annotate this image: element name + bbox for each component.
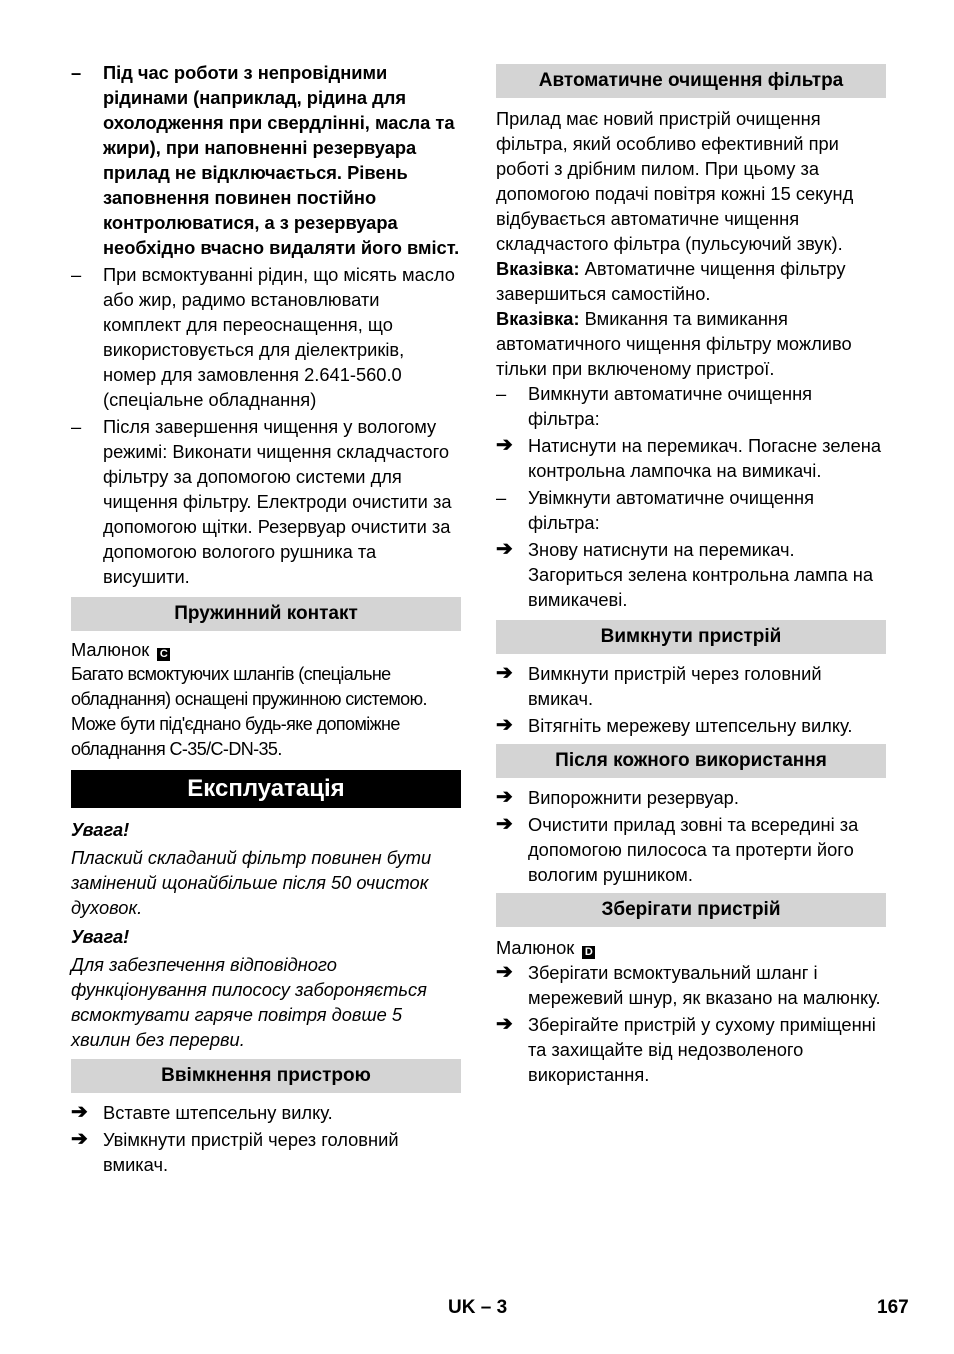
section-heading: Пружинний контакт <box>71 597 461 631</box>
arrow-icon: ➔ <box>71 1101 88 1123</box>
list-item <box>496 713 886 738</box>
figure-reference: Малюнок C <box>71 637 461 662</box>
warning-text: Плаский складаний фільтр повинен бути замінений щонайбільше після 50 очисток духовок. <box>71 847 432 918</box>
arrow-icon: ➔ <box>71 1128 88 1150</box>
list-item-text: Під час роботи з непровідними рідинами (наприклад, рідина для охолодження при свердлінні, масла та жири), при наповненні резервуара прилад не відключається. Рівень заповнення повинен постійно контролюватися, а з резервуара необхідно вчасно видаляти його вміст. <box>103 62 460 258</box>
list-item: – Після завершення чищення у вологому режимі: Виконати чищення складчастого фільтру за допомогою системи для чищення фільтру. Електроди очистити за допомогою щітки. Резервуар очистити за допомогою вологого рушника та висушити. <box>71 416 452 587</box>
note-label: Вказівка: <box>496 258 580 279</box>
list-item <box>496 661 886 711</box>
figure-letter-badge: D <box>582 946 595 959</box>
list-item: – Під час роботи з непровідними рідинами (наприклад, рідина для охолодження при свердлінні, масла та жири), при наповненні резервуара прилад не відключається. Рівень заповнення повинен постійно контролюватися, а з резервуара необхідно вчасно видаляти його вміст. <box>71 62 460 258</box>
left-column <box>71 58 461 1179</box>
section-heading: Ввімкнення пристрою <box>71 1059 461 1093</box>
list-item <box>71 1127 461 1177</box>
list-item-text: При всмоктуванні рідин, що місять масло або жир, радимо встановлювати комплект для переоснащення, що використовується для діелектриків, номер для замовлення 2.641-560.0 (спеціальне обладнання) <box>103 264 455 410</box>
list-item <box>71 1100 461 1125</box>
list-item-text: Після завершення чищення у вологому режимі: Виконати чищення складчастого фільтру за допомогою системи для чищення фільтру. Електроди очистити за допомогою щітки. Резервуар очистити за допомогою вологого рушника та висушити. <box>103 416 452 587</box>
list-item: – Вимкнути автоматичне очищення фільтра: <box>496 383 813 429</box>
paragraph: Прилад має новий пристрій очищення фільтра, який особливо ефективний при роботі з дрібним пилом. При цьому за допомогою подачі повітря кожні 15 секунд відбувається автоматичне чищення складчастого фільтра (пульсуючий звук). <box>496 108 854 254</box>
list-item <box>496 960 886 1010</box>
footer-section-label: UK – 3 <box>448 1297 508 1318</box>
note-label: Вказівка: <box>496 308 580 329</box>
figure-reference: Малюнок D <box>496 935 886 960</box>
list-item: – Увімкнути автоматичне очищення фільтра: <box>496 487 815 533</box>
list-item-text: Вимкнути автоматичне очищення фільтра: <box>528 383 813 429</box>
note: Вказівка: Автоматичне чищення фільтру завершиться самостійно. <box>496 258 846 304</box>
list-item <box>496 785 886 810</box>
arrow-icon: ➔ <box>496 434 513 456</box>
list-item <box>496 1012 886 1087</box>
list-item-text: Випорожнити резервуар. <box>528 787 739 808</box>
arrow-icon: ➔ <box>496 813 513 835</box>
list-item-text: Знову натиснути на перемикач. Загориться зелена контрольна лампа на вимикачеві. <box>528 539 874 610</box>
right-column <box>496 64 886 1089</box>
section-heading: Зберігати пристрій <box>496 893 886 927</box>
list-item <box>496 812 886 887</box>
list-item-text: Вітягніть мережеву штепсельну вилку. <box>528 715 853 736</box>
list-item <box>496 433 886 483</box>
paragraph: Багато всмоктуючих шлангів (спеціальне обладнання) оснащені пружинною системою. Може бути під'єднано будь-яке допоміжне обладнання C-35/C-DN-35. <box>71 664 427 759</box>
figure-letter-badge: C <box>157 648 170 661</box>
arrow-icon: ➔ <box>496 662 513 684</box>
list-item-text: Увімкнути автоматичне очищення фільтра: <box>528 487 815 533</box>
arrow-icon: ➔ <box>496 714 513 736</box>
section-heading: Автоматичне очищення фільтра <box>496 64 886 98</box>
section-heading: Після кожного використання <box>496 744 886 778</box>
chapter-heading: Експлуатація <box>71 770 461 808</box>
list-item: – При всмоктуванні рідин, що місять масло або жир, радимо встановлювати комплект для переоснащення, що використовується для діелектриків, номер для замовлення 2.641-560.0 (спеціальне обладнання) <box>71 264 455 410</box>
warning-label: Увага! <box>71 926 130 947</box>
note: Вказівка: Вмикання та вимикання автоматичного чищення фільтру можливо тільки при включеному пристрої. <box>496 308 852 379</box>
page-number: 167 <box>877 1297 909 1318</box>
warning-text: Для забезпечення відповідного функціонування пилососу забороняється всмоктувати гаряче повітря довше 5 хвилин без перерви. <box>71 954 427 1050</box>
arrow-icon: ➔ <box>496 786 513 808</box>
warning-label: Увага! <box>71 819 130 840</box>
list-item-text: Вставте штепсельну вилку. <box>103 1102 333 1123</box>
arrow-icon: ➔ <box>496 1013 513 1035</box>
list-item-text: Натиснути на перемикач. Погасне зелена контрольна лампочка на вимикачі. <box>528 435 882 481</box>
arrow-icon: ➔ <box>496 538 513 560</box>
list-item-text: Зберігати всмоктувальний шланг і мережевий шнур, як вказано на малюнку. <box>528 962 881 1008</box>
list-item-text: Зберігайте пристрій у сухому приміщенні та захищайте від недозволеного використання. <box>528 1014 876 1085</box>
section-heading: Вимкнути пристрій <box>496 620 886 654</box>
list-item-text: Увімкнути пристрій через головний вмикач. <box>103 1129 399 1175</box>
list-item-text: Очистити прилад зовні та всередині за допомогою пилососа та протерти його вологим рушником. <box>528 814 859 885</box>
list-item-text: Вимкнути пристрій через головний вмикач. <box>528 663 822 709</box>
arrow-icon: ➔ <box>496 961 513 983</box>
list-item <box>496 537 886 612</box>
